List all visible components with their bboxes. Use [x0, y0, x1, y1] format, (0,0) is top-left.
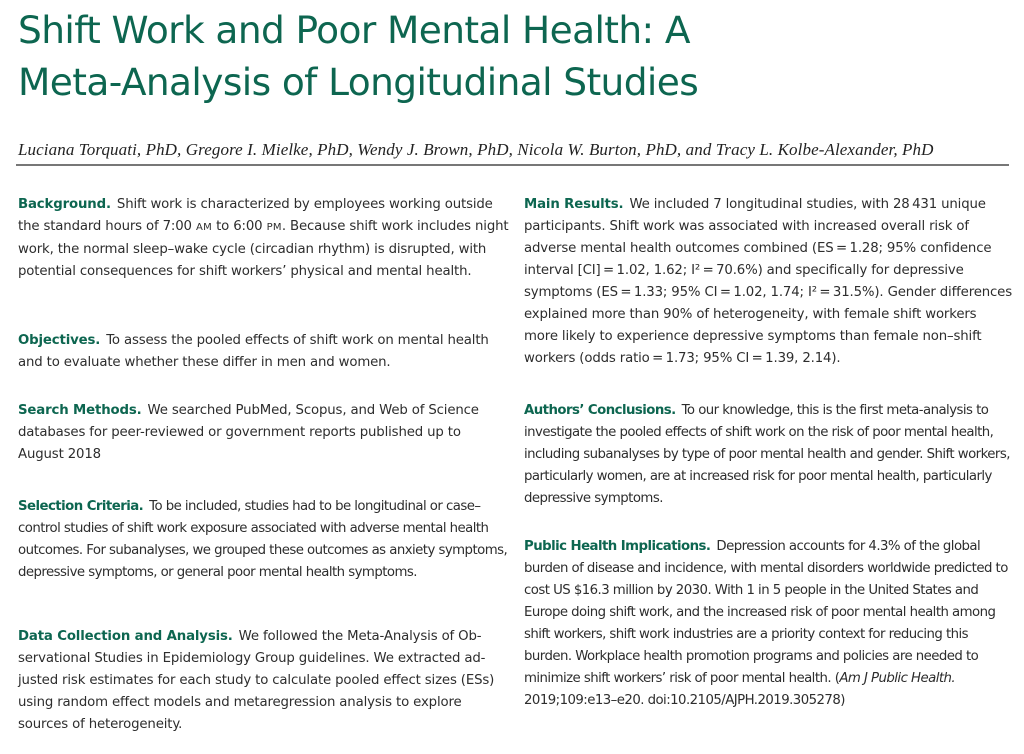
section-background: [18, 194, 510, 283]
title-line-1: Shift Work and Poor Mental Health: A: [18, 8, 690, 52]
article-title: [18, 4, 1008, 108]
section-text: Shift work is characterized by employees working outside the standard hours of 7:00: [18, 197, 493, 234]
section-main-results: [524, 194, 1014, 370]
header-divider: [16, 164, 1009, 166]
section-heading: Search Methods.: [18, 403, 142, 418]
section-text: To be included, studies had to be longitudinal or case–control studies of shift work exposure associated with adverse mental health outcomes. For subanalyses, we grouped these outcomes as anxiety symptoms, depressive symptoms, or general poor mental health symptoms.: [18, 499, 508, 580]
section-text: To assess the pooled effects of shift work on mental health and to evaluate whether these differ in men and women.: [18, 333, 489, 370]
citation: 2019;109:e13–e20. doi:10.2105/AJPH.2019.305278): [524, 693, 845, 708]
section-data-collection: [18, 626, 510, 736]
section-text: . Because shift work includes night work, the normal sleep–wake cycle (circadian rhythm) is disrupted, with potential consequences for shift workers’ physical and mental health.: [18, 219, 509, 279]
journal-name: Am J Public Health.: [839, 671, 956, 686]
title-line-2: Meta-Analysis of Longitudinal Studies: [18, 60, 699, 104]
section-text: We searched PubMed, Scopus, and Web of Science databases for peer-reviewed or government reports published up to August 2018: [18, 403, 479, 462]
small-caps-pm: PM: [266, 222, 282, 233]
section-text: We followed the Meta-Analysis of Ob- servational Studies in Epidemiology Group guidelines. We extracted ad- justed risk estimates for each study to calculate pooled effect sizes (ESs) using random effect models and metaregression analysis to explore sources of heterogeneity.: [18, 629, 495, 732]
section-search-methods: [18, 400, 510, 466]
section-text: We included 7 longitudinal studies, with 28 431 unique participants. Shift work was associated with increased overall risk of adverse mental health outcomes combined (ES = 1.28; 95% confidence interval [CI] = 1.02, 1.62; I² = 70.6%) and specifically for depressive symptoms (ES = 1.33; 95% CI = 1.02, 1.74; I² = 31.5%). Gender differences explained more than 90% of heterogeneity, with female shift workers more likely to experience depressive symptoms than female non–shift workers (odds ratio = 1.73; 95% CI = 1.39, 2.14).: [524, 197, 1012, 366]
section-heading: Selection Criteria.: [18, 499, 144, 514]
section-text: Depression accounts for 4.3% of the global burden of disease and incidence, with mental disorders worldwide predicted to cost US $16.3 million by 2030. With 1 in 5 people in the United States and Europe doing shift work, and the increased risk of poor mental health among shift workers, shift work industries are a priority context for reducing this burden. Workplace health promotion programs and policies are needed to minimize shift workers’ risk of poor mental health. (: [524, 539, 1008, 686]
section-heading: Authors’ Conclusions.: [524, 403, 676, 418]
section-conclusions: [524, 400, 1014, 510]
section-heading: Data Collection and Analysis.: [18, 629, 233, 644]
small-caps-am: AM: [195, 222, 213, 233]
section-objectives: [18, 330, 510, 374]
section-text: to 6:00: [212, 219, 267, 234]
section-heading: Background.: [18, 197, 111, 212]
section-selection-criteria: [18, 496, 510, 584]
section-public-health: [524, 536, 1014, 712]
section-heading: Main Results.: [524, 197, 624, 212]
author-list: Luciana Torquati, PhD, Gregore I. Mielke, PhD, Wendy J. Brown, PhD, Nicola W. Burton, PhD, and Tracy L. Kolbe-Alexander, PhD: [18, 140, 934, 159]
section-heading: Public Health Implications.: [524, 539, 711, 554]
section-text: To our knowledge, this is the first meta-analysis to investigate the pooled effects of shift work on the risk of poor mental health, including subanalyses by type of poor mental health and gender. Shift workers, particularly women, are at increased risk for poor mental health, particularly depressive symptoms.: [524, 403, 1010, 506]
section-heading: Objectives.: [18, 333, 101, 348]
